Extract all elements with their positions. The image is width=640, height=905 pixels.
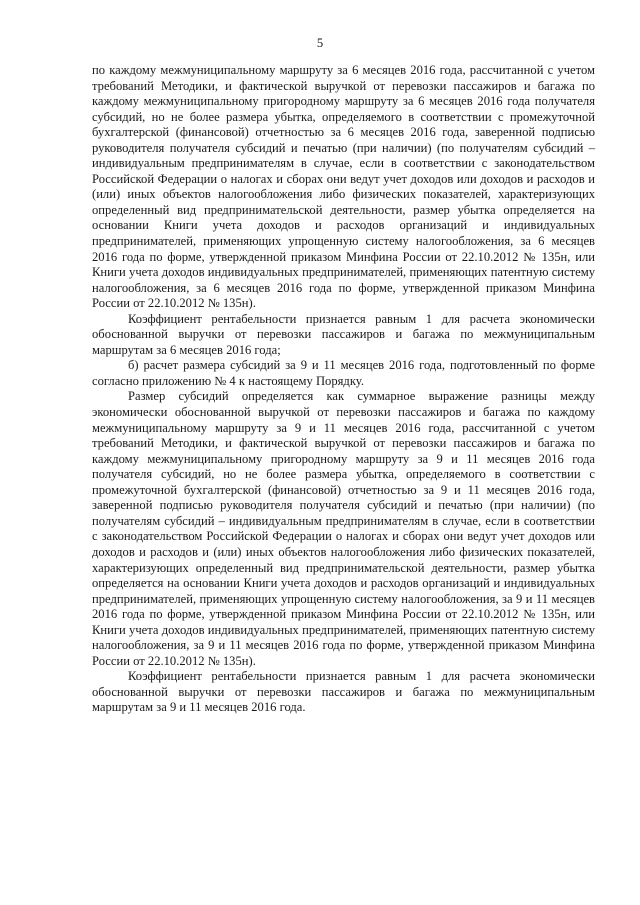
paragraph-subsidy-size-9-11-months: Размер субсидий определяется как суммарное выражение разницы между экономически обоснованной выручкой от перевозки пассажиров и багажа по каждому межмуниципальному маршруту за 9 и 11 месяцев 2016 года, рассчитанной с учетом требований Методики, и фактической выручкой от перевозки пассажиров и багажа по каждому межмуниципальному пригородному маршруту за 9 и 11 месяцев 2016 года получателя субсидий, но не более размера убытка, определяемого в соответствии с промежуточной бухгалтерской (финансовой) отчетностью за 9 и 11 месяцев 2016 года, заверенной подписью руководителя получателя субсидий и печатью (при наличии) (по получателям субсидий – индивидуальным предпринимателям в случае, если в соответствии с законодательством Российской Федерации о налогах и сборах они ведут учет доходов или доходов и расходов и (или) иных объектов налогообложения либо физических показателей, характеризующих определенный вид предпринимательской деятельности, размер убытка определяется на основании Книги учета доходов и расходов организаций и индивидуальных предпринимателей, применяющих упрощенную систему налогообложения, за 9 и 11 месяцев 2016 года по форме, утвержденной приказом Минфина России от 22.10.2012 № 135н, или Книги учета доходов индивидуальных предпринимателей, применяющих патентную систему налогообложения, за 9 и 11 месяцев 2016 года по форме, утвержденной приказом Минфина России от 22.10.2012 № 135н). xyxy=(92,389,595,668)
paragraph-continuation: по каждому межмуниципальному маршруту за 6 месяцев 2016 года, рассчитанной с учетом требований Методики, и фактической выручкой от перевозки пассажиров и багажа по каждому межмуниципальному пригородному маршруту за 6 месяцев 2016 года получателя субсидий, но не более размера убытка, определяемого в соответствии с промежуточной бухгалтерской (финансовой) отчетностью за 6 месяцев 2016 года, заверенной подписью руководителя получателя субсидий и печатью (при наличии) (по получателям субсидий – индивидуальным предпринимателям в случае, если в соответствии с законодательством Российской Федерации о налогах и сборах они ведут учет доходов или доходов и расходов и (или) иных объектов налогообложения либо физических показателей, характеризующих определенный вид предпринимательской деятельности, размер убытка определяется на основании Книги учета доходов и расходов организаций и индивидуальных предпринимателей, применяющих упрощенную систему налогообложения, за 6 месяцев 2016 года по форме, утвержденной приказом Минфина России от 22.10.2012 № 135н, или Книги учета доходов индивидуальных предпринимателей, применяющих патентную систему налогообложения, за 6 месяцев 2016 года по форме, утвержденной приказом Минфина России от 22.10.2012 № 135н). xyxy=(92,63,595,311)
paragraph-item-b: б) расчет размера субсидий за 9 и 11 месяцев 2016 года, подготовленный по форме согласно приложению № 4 к настоящему Порядку. xyxy=(92,358,595,388)
paragraph-coefficient-9-11-months: Коэффициент рентабельности признается равным 1 для расчета экономически обоснованной выручки от перевозки пассажиров и багажа по межмуниципальным маршрутам за 9 и 11 месяцев 2016 года. xyxy=(92,669,595,715)
paragraph-coefficient-6-months: Коэффициент рентабельности признается равным 1 для расчета экономически обоснованной выручки от перевозки пассажиров и багажа по межмуниципальным маршрутам за 6 месяцев 2016 года; xyxy=(92,311,595,357)
document-body xyxy=(92,63,595,716)
page-number: 5 xyxy=(316,36,324,50)
